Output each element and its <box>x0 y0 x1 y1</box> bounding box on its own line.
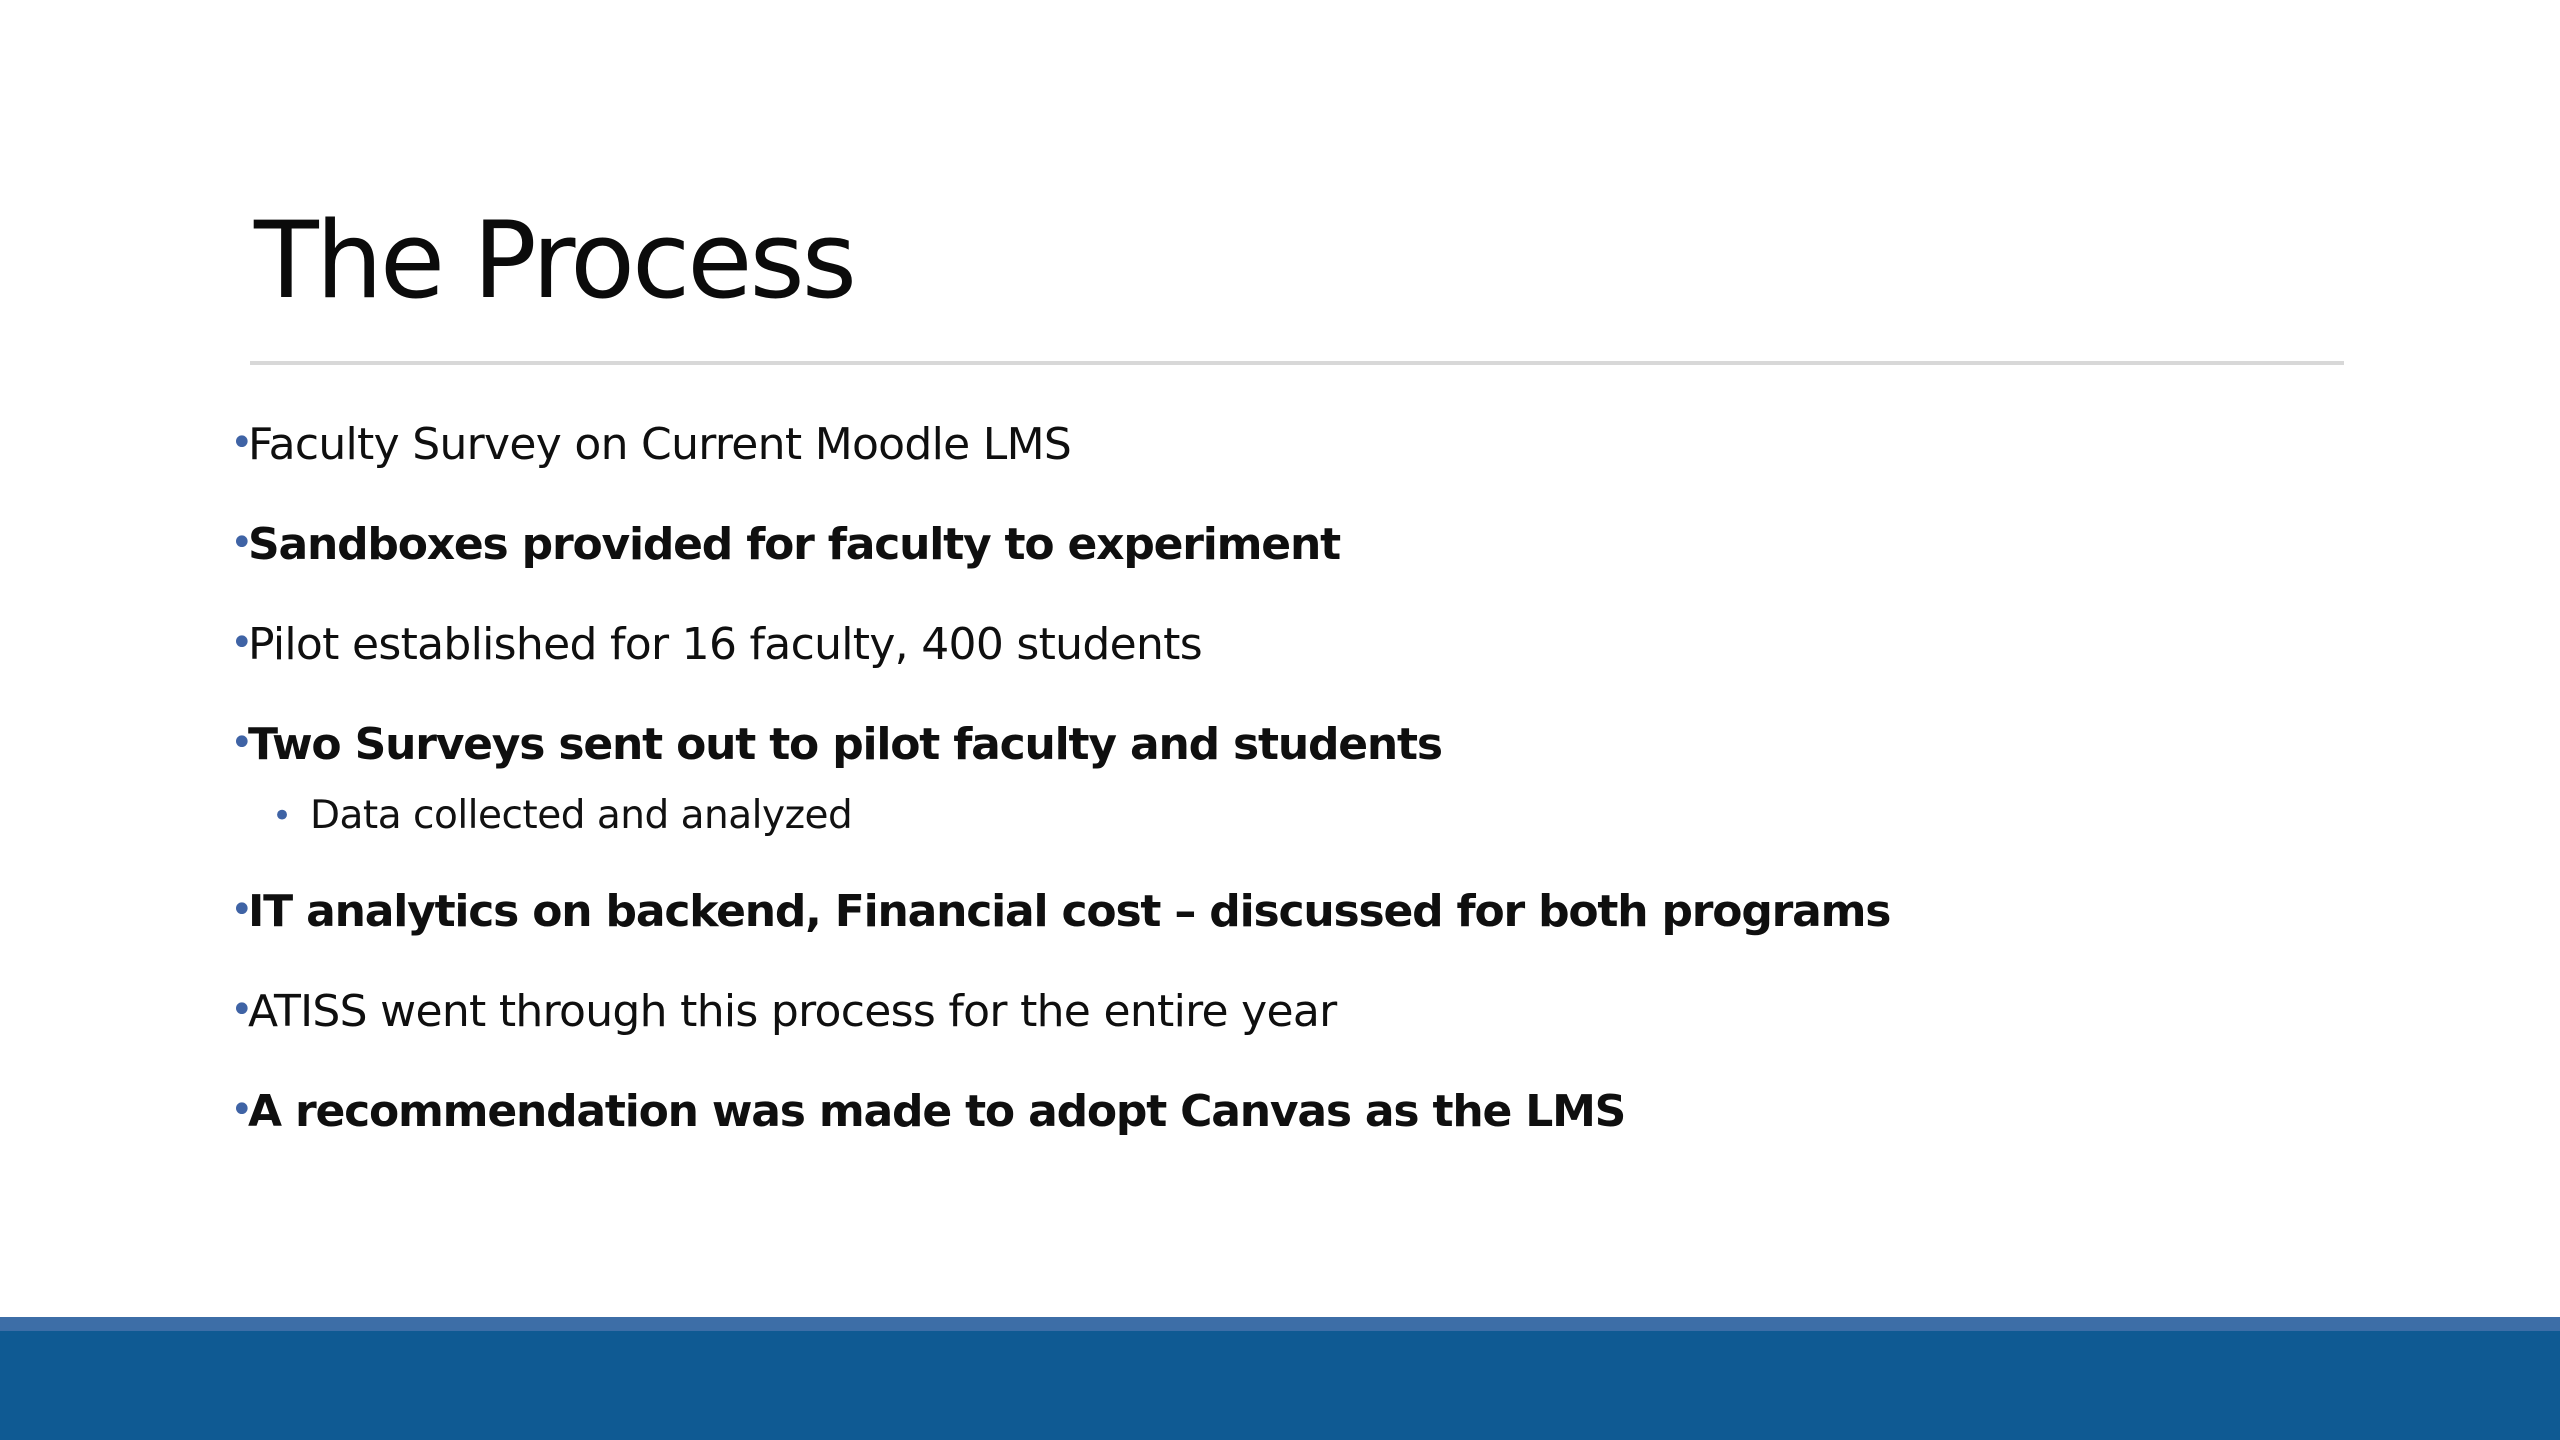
bullet-text: Two Surveys sent out to pilot faculty and students <box>248 719 1442 770</box>
bullet-text: Faculty Survey on Current Moodle LMS <box>248 419 1072 470</box>
bullet-marker: • <box>230 887 254 933</box>
bullet-marker: • <box>230 420 254 466</box>
bullet-item-pilot <box>230 595 2330 695</box>
bullet-marker: • <box>230 720 254 766</box>
bullet-marker: • <box>230 520 254 566</box>
bullet-item-two-surveys <box>230 695 2330 795</box>
title-divider <box>250 361 2344 365</box>
bullet-text: ATISS went through this process for the entire year <box>248 986 1337 1037</box>
sub-bullet-item-data-collected <box>272 787 2330 844</box>
slide-title: The Process <box>254 199 854 322</box>
bullet-item-sandboxes <box>230 495 2330 595</box>
bullet-text: Sandboxes provided for faculty to experiment <box>248 519 1340 570</box>
bullet-marker: • <box>230 1087 254 1133</box>
bullet-text: Pilot established for 16 faculty, 400 students <box>248 619 1202 670</box>
sub-bullet-text: Data collected and analyzed <box>310 793 853 838</box>
bullet-item-it-analytics <box>230 862 2330 962</box>
bullet-item-atiss-process <box>230 962 2330 1062</box>
bullet-item-recommendation <box>230 1062 2330 1162</box>
sub-bullet-marker: • <box>272 795 293 836</box>
bullet-list <box>230 395 2330 1162</box>
bullet-marker: • <box>230 987 254 1033</box>
bullet-text: IT analytics on backend, Financial cost – discussed for both programs <box>248 886 1891 937</box>
bullet-text: A recommendation was made to adopt Canvas as the LMS <box>248 1086 1626 1137</box>
footer-band <box>0 1331 2560 1440</box>
bullet-item-faculty-survey <box>230 395 2330 495</box>
bullet-marker: • <box>230 620 254 666</box>
